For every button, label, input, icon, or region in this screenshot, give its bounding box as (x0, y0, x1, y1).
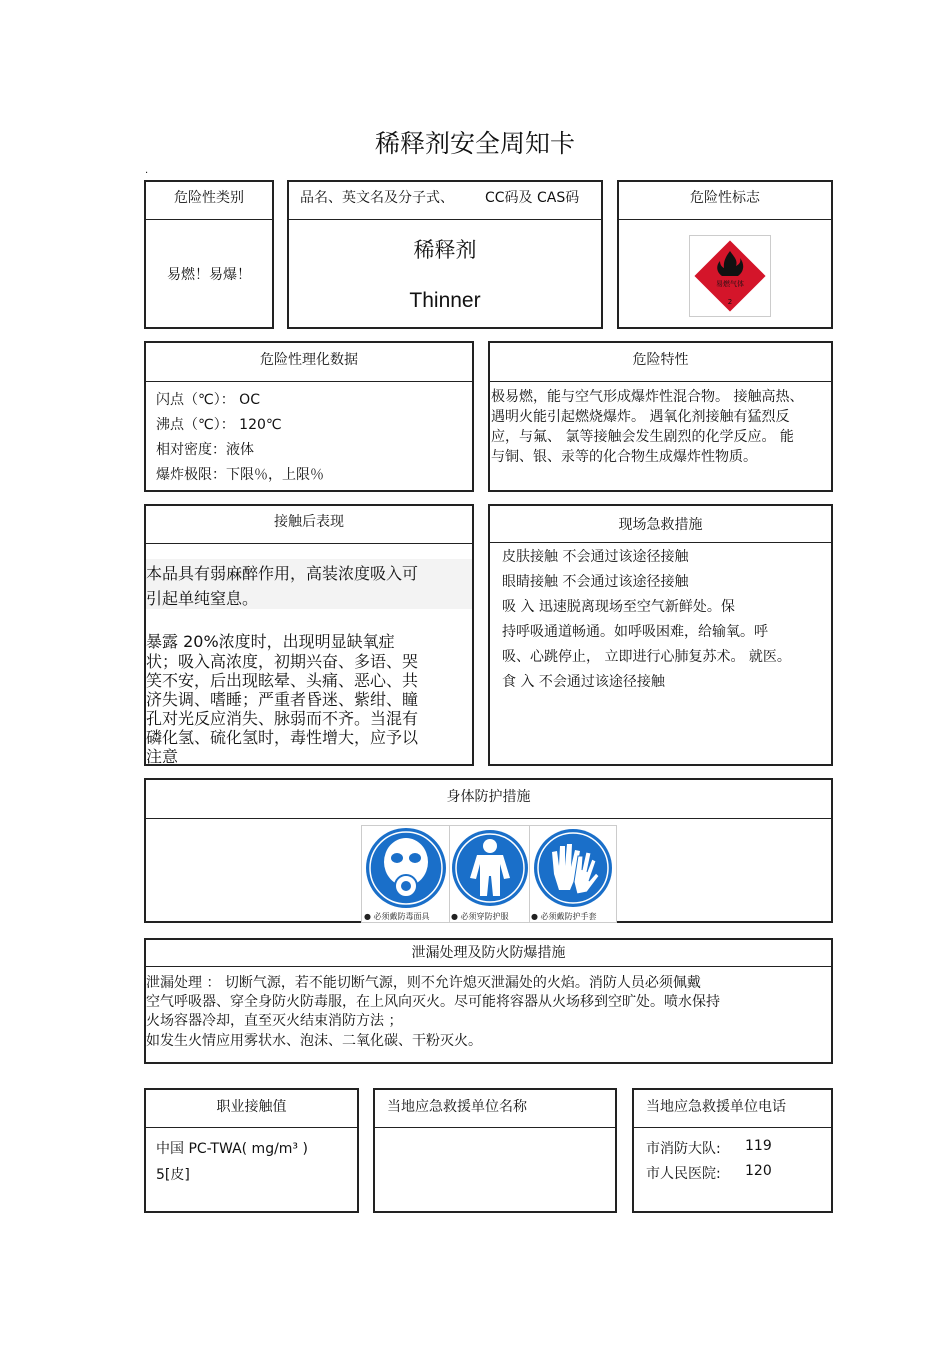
spill-line: 泄漏处理 ： 切断气源，若不能切断气源，则不允许熄灭泄漏处的火焰。消防人员必须佩戴 (146, 975, 701, 991)
symptom-line: 笑不安，后出现眩晕、头痛、恶心、共 (146, 671, 419, 690)
symptom-line: 孔对光反应消失、脉弱而不齐。当混有 (146, 709, 419, 728)
page-title: 稀释剂安全周知卡 (374, 129, 575, 158)
gas-mask-sign (361, 825, 451, 923)
spill-line: 火场容器冷却，直至灭火结束消防方法 ； (146, 1013, 403, 1029)
hazard-class-box (144, 180, 274, 329)
rescue-phone-header (634, 1090, 831, 1128)
exposure-box (144, 1088, 359, 1213)
first-aid-line: 食 入 不会通过该途径接触 (502, 674, 665, 690)
relative-density: 相对密度：液体 (156, 442, 254, 458)
sign-text: 易燃气体 (716, 280, 744, 288)
rescue-unit-header-text: 当地应急救援单位名称 (387, 1099, 527, 1115)
first-aid-line: 眼睛接触 不会通过该途径接触 (502, 574, 689, 590)
spill-line: 如发生火情应用雾状水、泡沫、二氧化碳、干粉灭火。 (146, 1033, 482, 1049)
first-aid-line: 吸 入 迅速脱离现场至空气新鲜处。保 (502, 599, 735, 615)
hazard-label-header: 危险性标志 (619, 182, 831, 220)
hazard-prop-line: 极易燃，能与空气形成爆炸性混合物。 接触高热、 (491, 389, 804, 405)
boiling-point: 沸点（℃）： 120℃ (156, 417, 282, 433)
sign-class-number: 2 (727, 298, 733, 306)
physchem-header: 危险性理化数据 (146, 343, 472, 382)
explosion-limits: 爆炸极限：下限％，上限％ (156, 467, 324, 483)
symptom-line: 状；吸入高浓度，初期兴奋、多语、哭 (146, 652, 419, 671)
first-aid-box (488, 504, 833, 766)
physchem-box (144, 341, 474, 492)
symptom-line: 济失调、嗜睡；严重者昏迷、紫绀、瞳 (146, 690, 419, 709)
hazard-class-header: 危险性类别 (146, 182, 272, 220)
product-name-box (287, 180, 603, 329)
rescue-unit-box (373, 1088, 617, 1213)
symptom-line: 磷化氢、硫化氢时，毒性增大，应予以 (146, 728, 419, 747)
hazard-prop-line: 遇明火能引起燃烧爆炸。 遇氧化剂接触有猛烈反 (491, 409, 790, 425)
protective-suit-caption: ● 必须穿防护服 (451, 912, 509, 921)
protection-header: 身体防护措施 (146, 780, 831, 819)
stray-dot: . (145, 165, 149, 176)
exposure-value: 5[皮] (156, 1167, 190, 1183)
gloves-sign (529, 825, 617, 923)
gas-mask-icon (364, 826, 448, 910)
hazard-prop-line: 应，与氟、 氯等接触会发生剧烈的化学反应。 能 (491, 429, 794, 445)
hazard-class-value: 易燃！易爆！ (167, 267, 251, 283)
product-name-en: Thinner (409, 289, 481, 312)
rescue-phone-header-text: 当地应急救援单位电话 (646, 1099, 786, 1115)
first-aid-line: 皮肤接触 不会通过该途径接触 (502, 549, 689, 565)
rescue-unit-header (375, 1090, 615, 1128)
gas-mask-caption: ● 必须戴防毒面具 (364, 912, 430, 921)
product-header-part-b: CC码及 CAS码 (485, 190, 580, 206)
flammable-gas-sign-icon (689, 235, 771, 317)
first-aid-header: 现场急救措施 (490, 506, 831, 543)
exposure-header: 职业接触值 (146, 1090, 357, 1128)
hazard-props-box (488, 341, 833, 492)
gloves-icon (532, 826, 614, 910)
protective-suit-icon (450, 826, 530, 910)
exposure-standard: 中国 PC-TWA( mg/m³ ) (156, 1141, 308, 1157)
rescue-phone-box (632, 1088, 833, 1213)
symptom-highlight-line: 本品具有弱麻醉作用，高装浓度吸入可 (146, 564, 419, 583)
spill-line: 空气呼吸器、穿全身防火防毒服，在上风向灭火。尽可能将容器从火场移到空旷处。喷水保持 (146, 994, 720, 1010)
hospital-label: 市人民医院: (646, 1166, 721, 1182)
protective-suit-sign (449, 825, 531, 923)
gloves-caption: ● 必须戴防护手套 (531, 912, 597, 921)
hazard-props-header: 危险特性 (490, 343, 831, 382)
highlight-block (146, 559, 472, 609)
flash-point: 闪点（℃）： OC (156, 392, 260, 408)
hazard-prop-line: 与铜、银、汞等的化合物生成爆炸性物质。 (491, 449, 757, 465)
spill-box (144, 938, 833, 1064)
fire-brigade-label: 市消防大队: (646, 1141, 721, 1157)
first-aid-line: 吸、心跳停止， 立即进行心肺复苏术。 就医。 (502, 649, 791, 665)
protection-box (144, 778, 833, 923)
product-header-part-a: 品名、英文名及分子式、 (300, 190, 454, 206)
symptom-highlight-line: 引起单纯窒息。 (146, 589, 259, 608)
product-name-header (289, 182, 601, 220)
symptom-line: 暴露 20%浓度时，出现明显缺氧症 (146, 632, 395, 651)
symptoms-header: 接触后表现 (146, 506, 472, 544)
symptoms-box (144, 504, 474, 766)
symptom-line: 注意 (146, 747, 179, 766)
hazard-label-box (617, 180, 833, 329)
spill-header: 泄漏处理及防火防爆措施 (146, 940, 831, 967)
hospital-phone: 120 (745, 1163, 772, 1179)
first-aid-line: 持呼吸通道畅通。如呼吸困难，给输氧。呼 (502, 624, 768, 640)
product-name-cn: 稀释剂 (413, 238, 477, 262)
fire-brigade-phone: 119 (745, 1138, 772, 1154)
